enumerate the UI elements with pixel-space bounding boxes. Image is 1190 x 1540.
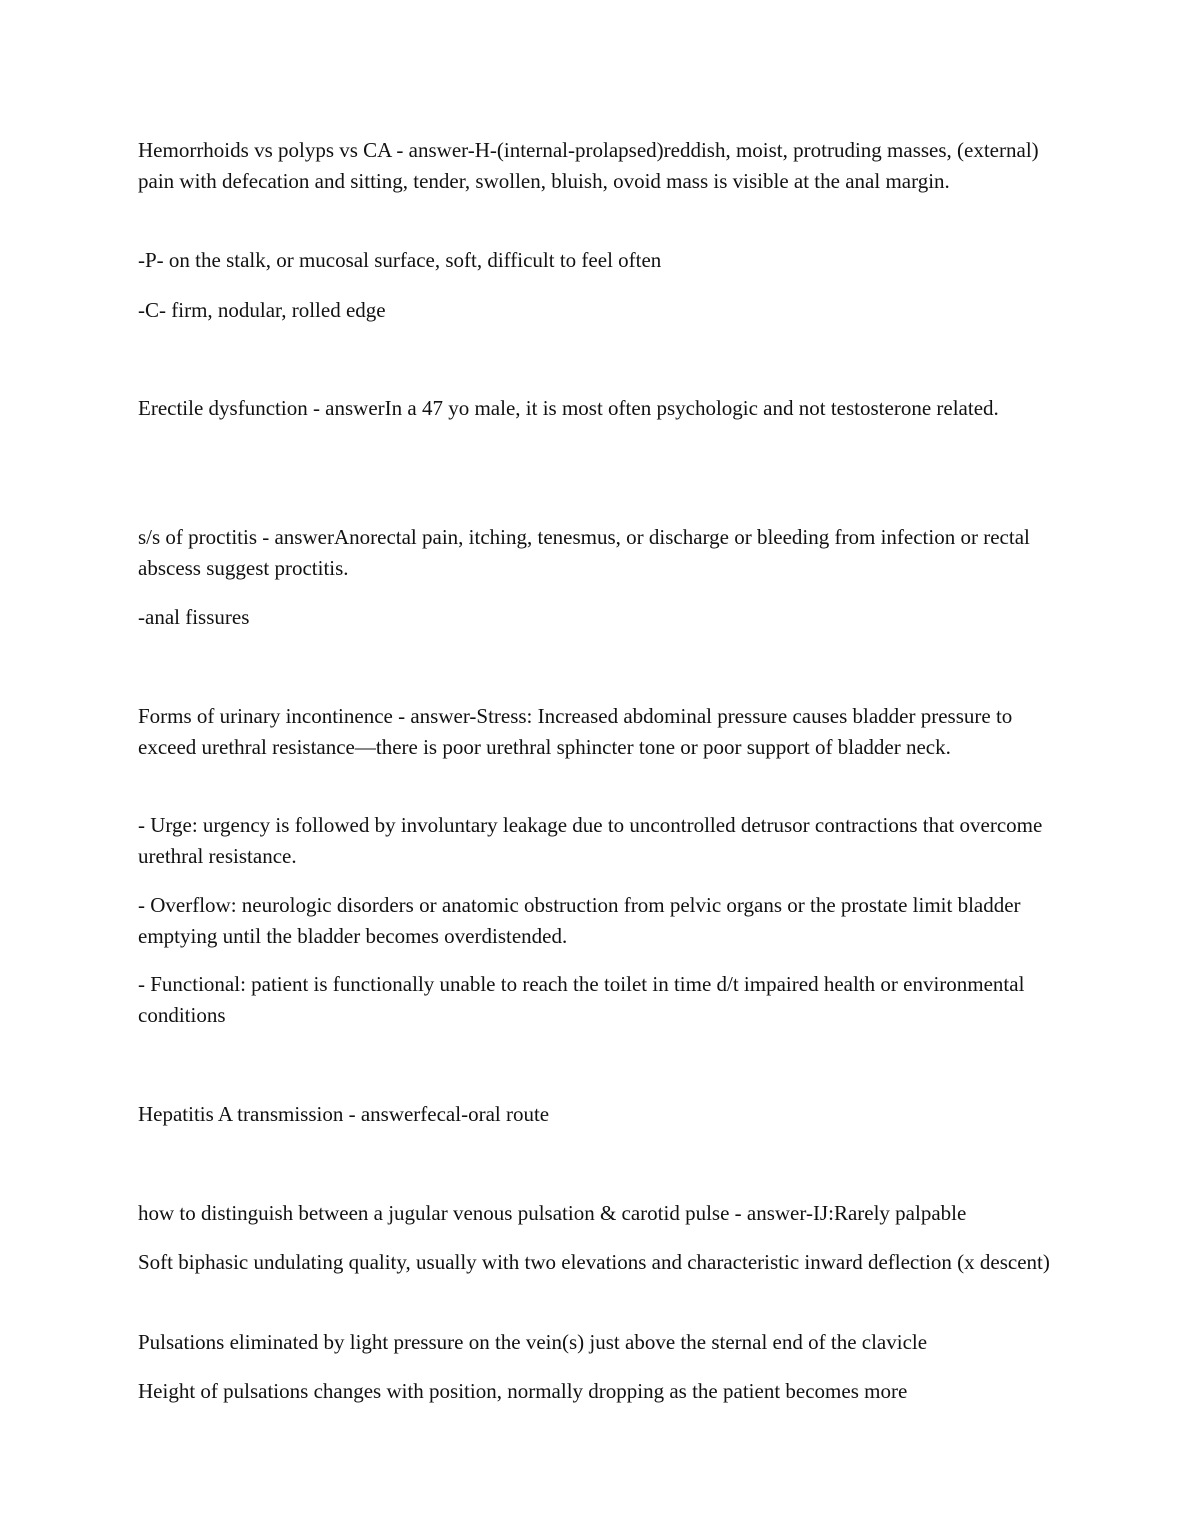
- qa-entry-proctitis: [138, 522, 1058, 583]
- qa-entry-hemorrhoids-polyps: [138, 245, 1058, 276]
- qa-entry-hemorrhoids-ca: [138, 295, 1058, 326]
- entry-paragraph: -P- on the stalk, or mucosal surface, soft, difficult to feel often: [138, 248, 662, 272]
- entry-paragraph: -anal fissures: [138, 605, 250, 629]
- qa-entry-incontinence-overflow: [138, 890, 1058, 951]
- qa-entry-jugular-carotid: [138, 1198, 1058, 1229]
- qa-entry-incontinence-stress: [138, 701, 1058, 762]
- qa-entry-jugular-quality: [138, 1247, 1058, 1278]
- entry-paragraph: Pulsations eliminated by light pressure on the vein(s) just above the sternal end of the clavicle: [138, 1330, 928, 1354]
- qa-entry-jugular-position: [138, 1376, 1058, 1407]
- entry-paragraph: - Overflow: neurologic disorders or anatomic obstruction from pelvic organs or the prostate limit bladder emptying until the bladder becomes overdistended.: [138, 893, 1021, 948]
- entry-paragraph: s/s of proctitis - answerAnorectal pain, itching, tenesmus, or discharge or bleeding from infection or rectal abscess suggest proctitis.: [138, 525, 1030, 580]
- entry-paragraph: -C- firm, nodular, rolled edge: [138, 298, 386, 322]
- entry-paragraph: Erectile dysfunction - answerIn a 47 yo male, it is most often psychologic and not testosterone related.: [138, 396, 999, 420]
- qa-entry-jugular-pressure: [138, 1327, 1058, 1358]
- entry-paragraph: Soft biphasic undulating quality, usually with two elevations and characteristic inward deflection (x descent): [138, 1250, 1050, 1274]
- entry-paragraph: Forms of urinary incontinence - answer-Stress: Increased abdominal pressure causes bladder pressure to exceed urethral resistance—there is poor urethral sphincter tone or poor support of bladder neck.: [138, 704, 1013, 759]
- qa-entry-hemorrhoids: [138, 135, 1058, 196]
- qa-entry-hepatitis-a: [138, 1099, 1058, 1130]
- entry-paragraph: Height of pulsations changes with position, normally dropping as the patient becomes more: [138, 1379, 908, 1403]
- entry-paragraph: Hepatitis A transmission - answerfecal-oral route: [138, 1102, 550, 1126]
- entry-paragraph: - Functional: patient is functionally unable to reach the toilet in time d/t impaired health or environmental conditions: [138, 972, 1025, 1027]
- qa-entry-proctitis-fissures: [138, 602, 1058, 633]
- entry-paragraph: Hemorrhoids vs polyps vs CA - answer-H-(internal-prolapsed)reddish, moist, protruding masses, (external) pain with defecation and sitting, tender, swollen, bluish, ovoid mass is visible at the anal margin.: [138, 138, 1039, 193]
- entry-paragraph: - Urge: urgency is followed by involuntary leakage due to uncontrolled detrusor contractions that overcome urethral resistance.: [138, 813, 1043, 868]
- qa-entry-incontinence-urge: [138, 810, 1058, 871]
- qa-entry-incontinence-functional: [138, 969, 1058, 1030]
- qa-entry-erectile-dysfunction: [138, 393, 1058, 424]
- entry-paragraph: how to distinguish between a jugular venous pulsation & carotid pulse - answer-IJ:Rarely palpable: [138, 1201, 967, 1225]
